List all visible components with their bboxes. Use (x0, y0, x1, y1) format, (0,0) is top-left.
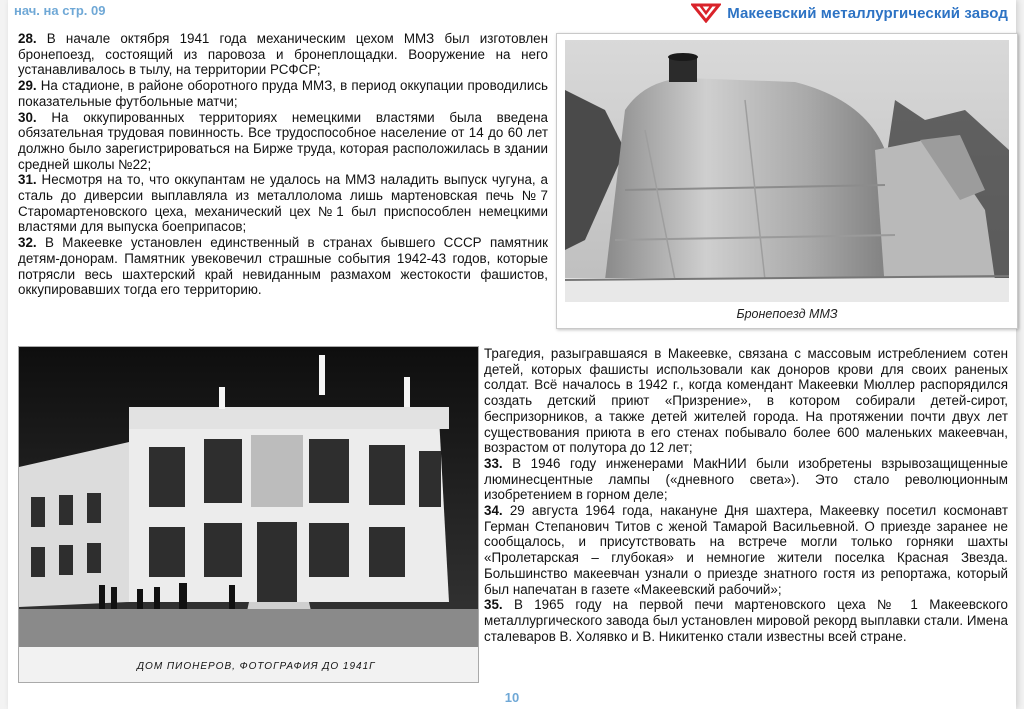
logo-icon (691, 3, 721, 23)
continued-from-label: нач. на стр. 09 (14, 3, 106, 18)
brand-name: Макеевский металлургический завод (727, 4, 1008, 22)
item-33: 33. В 1946 году инженерами МакНИИ были изобретены взрывозащищенные люминесцентные лампы («дневного света»). Это стало революционным изобретением в горном деле; (484, 455, 1008, 503)
tragedy-paragraph: Трагедия, разыгравшаяся в Макеевке, связана с массовым истреблением сотен детей, которых фашисты использовали как доноров крови для своих раненых солдат. Всё началось в 1942 г., когда комендант Макеевки Мюллер распорядился создать детский приют «Призрение», в котором собирали детей-сирот, беспризорников, а также детей жителей города. На протяжении почти двух лет существования приюта в его стенах побывало более 600 маленьких макеевчан, возрастом от полутора до 12 лет; (484, 346, 1008, 456)
page (8, 0, 1016, 709)
armored-train-caption: Бронепоезд ММЗ (736, 307, 838, 321)
item-31: 31. Несмотря на то, что оккупантам не удалось на ММЗ наладить выпуск чугуна, а сталь до диверсии выплавляла из металлолома лишь мартеновская печь №7 Старомартеновского цеха, механический цех №1 был приспособлен немецкими властями для выпуска боеприпасов; (18, 172, 548, 235)
page-number: 10 (504, 690, 520, 705)
pioneers-house-caption: ДОМ ПИОНЕРОВ, ФОТОГРАФИЯ ДО 1941Г (137, 661, 376, 672)
armored-train-photo-frame (556, 33, 1018, 329)
item-30: 30. На оккупированных территориях немецкими властями была введена обязательная трудовая повинность. Все трудоспособное население от 14 до 60 лет должно было зарегистрироваться на Бирже труда, которая расположилась в здании средней школы №22; (18, 109, 548, 172)
pioneers-house-photo-frame (18, 346, 479, 683)
item-29: 29. На стадионе, в районе оборотного пруда ММЗ, в период оккупации проводились показательные футбольные матчи; (18, 78, 548, 109)
pioneers-house-photo (19, 347, 478, 682)
item-34: 34. 29 августа 1964 года, накануне Дня шахтера, Макеевку посетил космонавт Герман Степанович Титов с женой Тамарой Васильевной. О приезде заранее не сообщалось, и присутствовать на встрече могли только горняки шахты «Пролетарская – глубокая» и немногие жители поселка Красная Звезда. Большинство макеевчан узнали о приезде знатного гостя из репортажа, который был напечатан в газете «Макеевский рабочий»; (484, 503, 1008, 597)
right-text-column (484, 346, 1008, 644)
left-text-column (18, 31, 548, 298)
item-32: 32. В Макеевке установлен единственный в странах бывшего СССР памятник детям-донорам. Памятник увековечил страшные события 1942-43 годов, которые потрясли весь шахтерский край невиданным размахом жестокости фашистов, оккупировавших тогда его территорию. (18, 235, 548, 298)
armored-train-photo (565, 40, 1009, 302)
item-28: 28. В начале октября 1941 года механическим цехом ММЗ был изготовлен бронепоезд, состоящий из паровоза и бронеплощадки. Вооружение на него устанавливалось в тылу, на территории РСФСР; (18, 31, 548, 78)
brand-header (691, 3, 1008, 23)
item-35: 35. В 1965 году на первой печи мартеновского цеха № 1 Макеевского металлургического завода был установлен мировой рекорд выплавки стали. Имена сталеваров В. Холявко и В. Никитенко стали известны всей стране. (484, 597, 1008, 644)
